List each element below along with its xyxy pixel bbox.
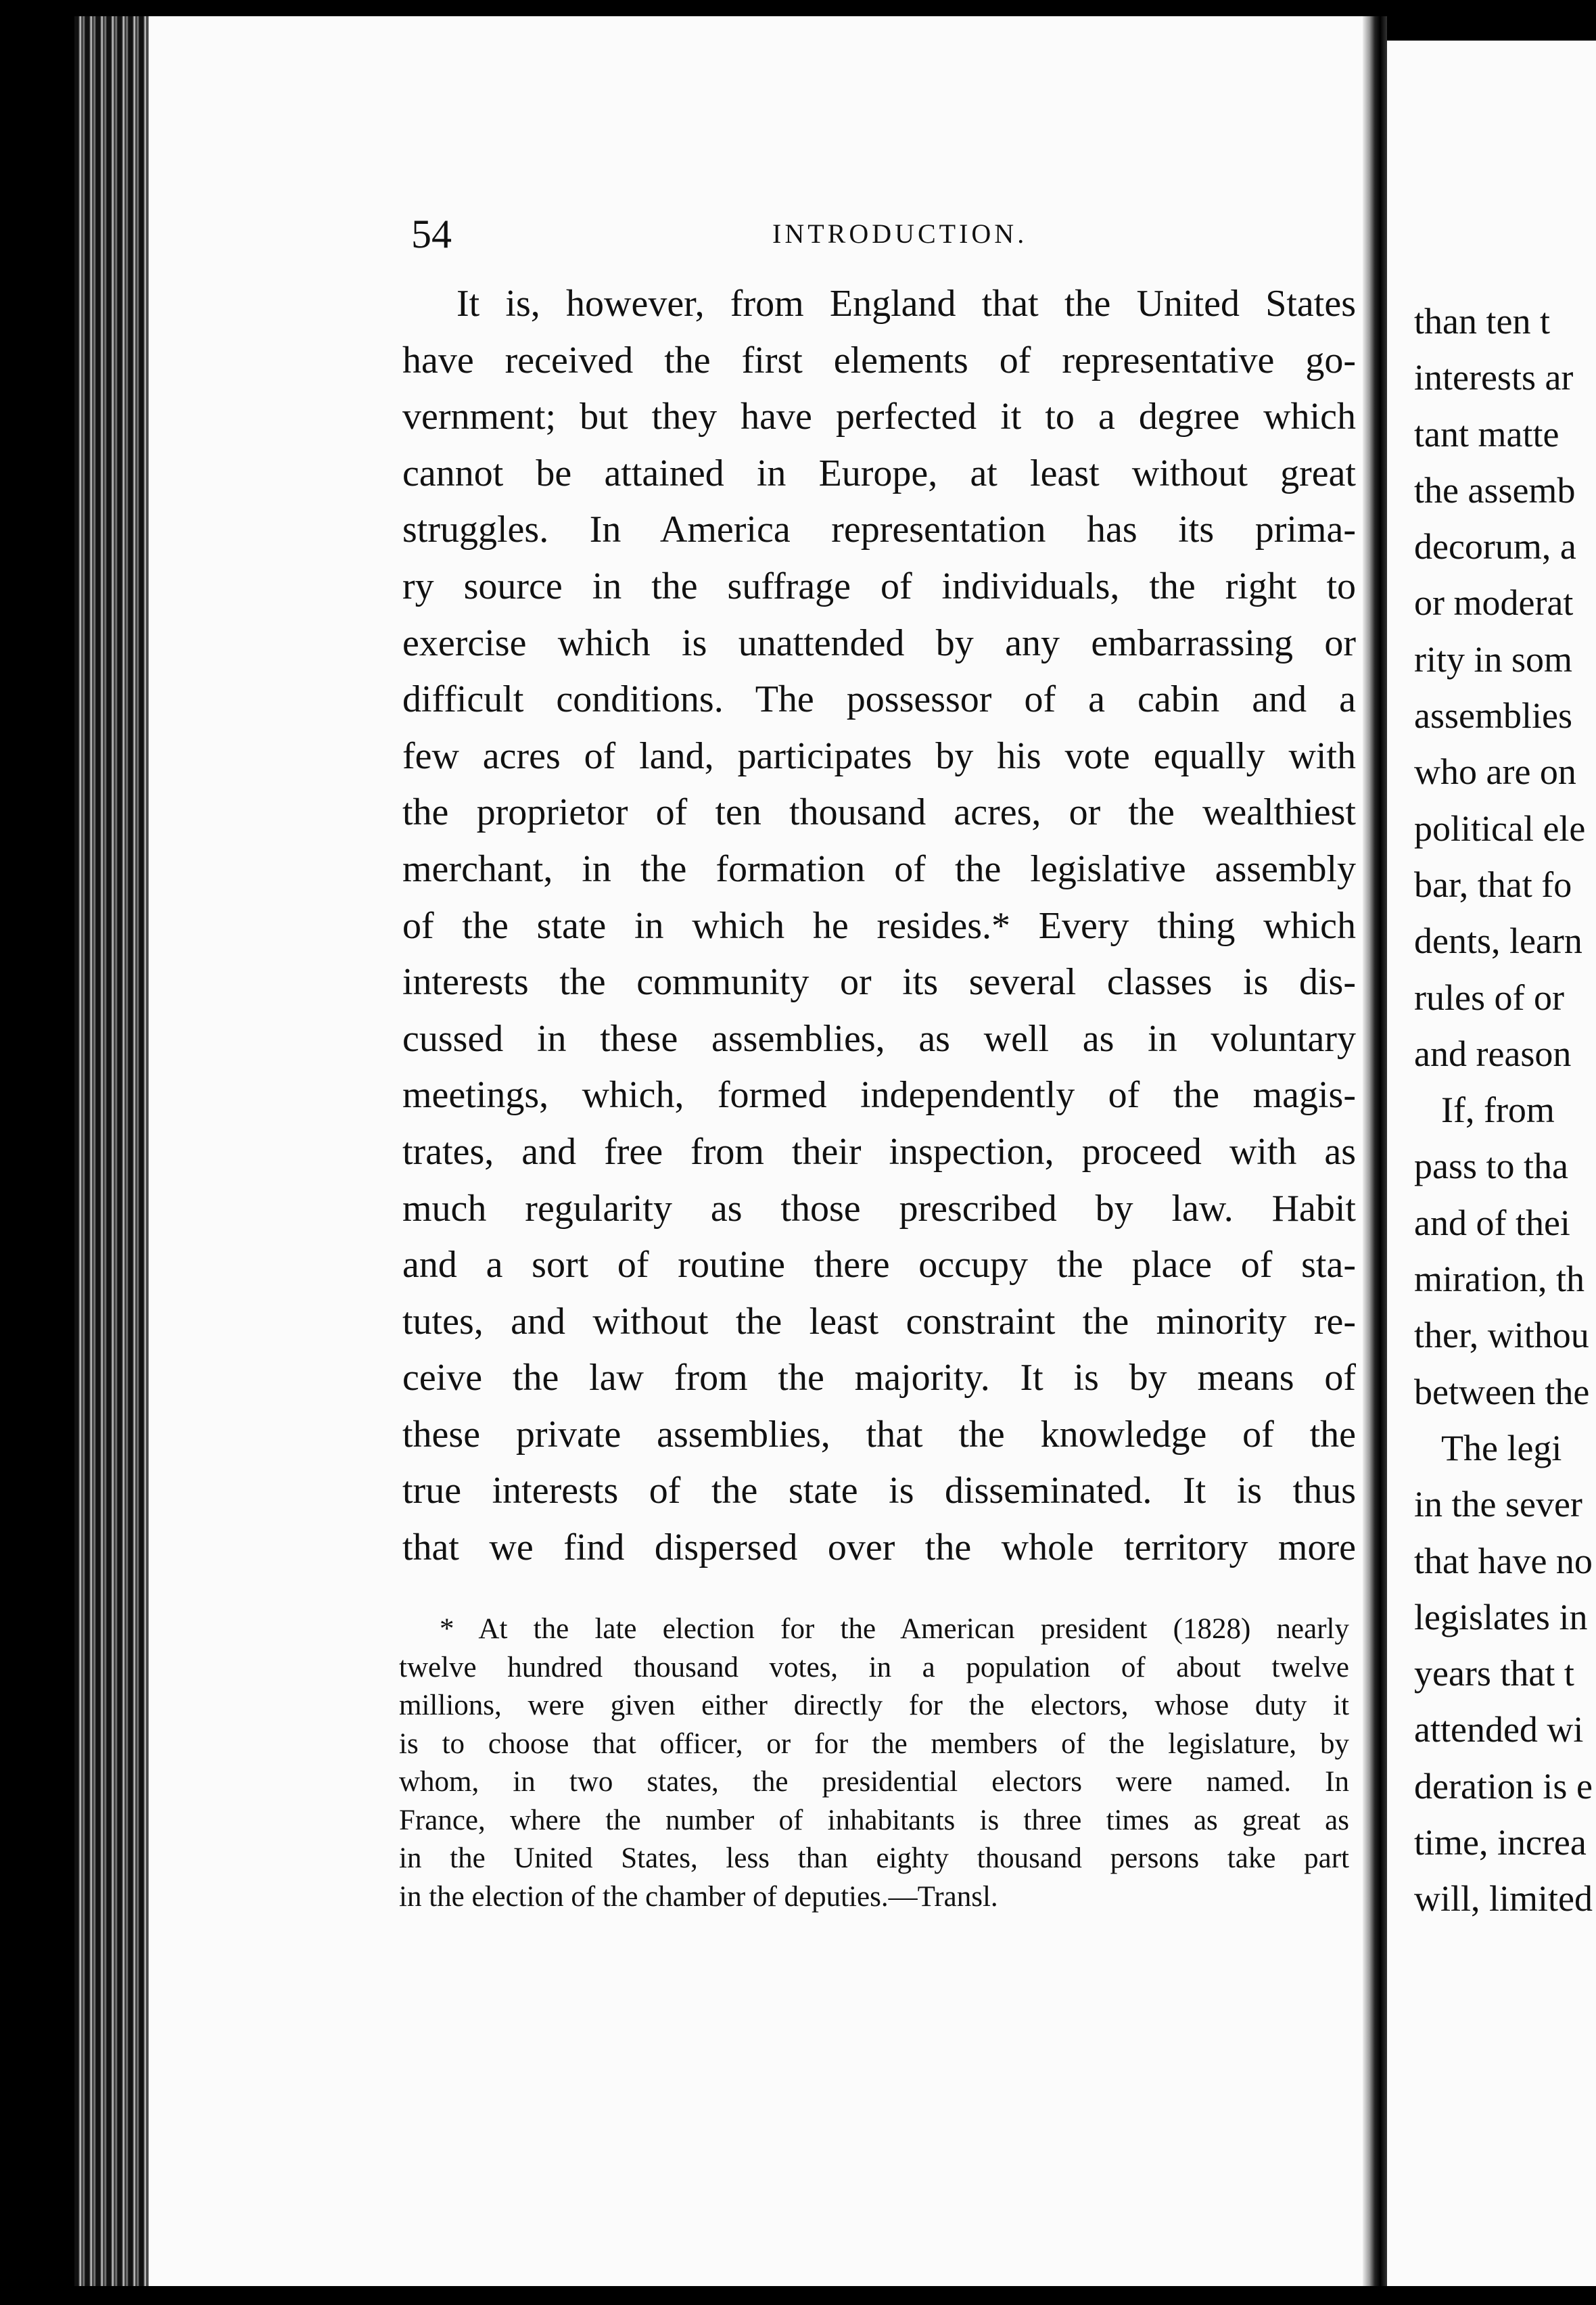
body-line: ceive the law from the majority. It is by means of xyxy=(402,1357,1356,1399)
body-line: cussed in these assemblies, as well as in voluntary xyxy=(402,1017,1356,1060)
right-page-line: political ele xyxy=(1414,808,1586,849)
body-line: meetings, which, formed independently of the magis- xyxy=(402,1074,1356,1117)
right-page-line: the assemb xyxy=(1414,469,1576,511)
body-line: and a sort of routine there occupy the place of sta- xyxy=(402,1244,1356,1286)
right-page-line: time, increa xyxy=(1414,1822,1587,1863)
right-page-line: between the xyxy=(1414,1371,1590,1412)
right-page-line: rules of or xyxy=(1414,977,1564,1018)
footnote-line: whom, in two states, the presidential electors were named. In xyxy=(399,1766,1349,1798)
body-line: exercise which is unattended by any embarrassing or xyxy=(402,622,1356,664)
right-page-line: who are on xyxy=(1414,751,1576,793)
footnote xyxy=(399,1610,1349,1916)
book-spine xyxy=(1363,16,1387,2286)
right-page-line: decorum, a xyxy=(1414,526,1576,567)
body-line: these private assemblies, that the knowledge of the xyxy=(402,1413,1356,1456)
body-line: It is, however, from England that the United States xyxy=(456,283,1356,325)
right-page-line: assemblies xyxy=(1414,695,1572,737)
body-line: tutes, and without the least constraint the minority re- xyxy=(402,1300,1356,1343)
right-page-line: years that t xyxy=(1414,1653,1574,1694)
body-line: cannot be attained in Europe, at least without great xyxy=(402,452,1356,494)
page-edge-stripes xyxy=(74,16,149,2286)
right-page-line: The legi xyxy=(1441,1427,1562,1468)
right-page-line: deration is e xyxy=(1414,1765,1593,1807)
footnote-line: France, where the number of inhabitants is three times as great as xyxy=(399,1804,1349,1836)
right-page-line: or moderat xyxy=(1414,582,1574,624)
body-line: of the state in which he resides.* Every thing which xyxy=(402,904,1356,947)
body-line: true interests of the state is disseminated. It is thus xyxy=(402,1470,1356,1512)
body-line: trates, and free from their inspection, proceed with as xyxy=(402,1130,1356,1173)
right-page-line: rity in som xyxy=(1414,638,1573,680)
right-page-line: interests ar xyxy=(1414,357,1574,398)
right-page-line: in the sever xyxy=(1414,1484,1582,1525)
body-line: difficult conditions. The possessor of a cabin and a xyxy=(402,678,1356,721)
right-page-line: If, from xyxy=(1441,1090,1555,1131)
body-text xyxy=(402,276,1356,1577)
body-line: vernment; but they have perfected it to a degree which xyxy=(402,396,1356,438)
body-line: much regularity as those prescribed by law. Habit xyxy=(402,1187,1356,1230)
right-page-line: tant matte xyxy=(1414,413,1559,455)
right-page-line: legislates in xyxy=(1414,1596,1588,1637)
body-line: merchant, in the formation of the legislative assembly xyxy=(402,847,1356,890)
footnote-line: * At the late election for the American president (1828) nearly xyxy=(440,1613,1349,1645)
right-page-line: and reason xyxy=(1414,1033,1572,1074)
scan-border xyxy=(0,2286,1596,2305)
running-head: INTRODUCTION. xyxy=(772,218,1028,249)
body-line: few acres of land, participates by his vote equally with xyxy=(402,735,1356,777)
right-page-line: attended wi xyxy=(1414,1709,1584,1750)
body-line: the proprietor of ten thousand acres, or the wealthiest xyxy=(402,791,1356,834)
body-line: have received the first elements of representative go- xyxy=(402,339,1356,381)
footnote-line: millions, were given either directly for the electors, whose duty it xyxy=(399,1690,1349,1721)
right-page-line: that have no xyxy=(1414,1540,1593,1581)
right-page-text xyxy=(1414,294,1596,1928)
right-page-line: dents, learn xyxy=(1414,921,1582,962)
body-line: interests the community or its several classes is dis- xyxy=(402,961,1356,1004)
right-page-line: bar, that fo xyxy=(1414,864,1572,905)
right-page-line: ther, withou xyxy=(1414,1315,1589,1356)
right-page-line: miration, th xyxy=(1414,1259,1585,1300)
footnote-line: twelve hundred thousand votes, in a population of about twelve xyxy=(399,1651,1349,1683)
footnote-line: is to choose that officer, or for the members of the legislature, by xyxy=(399,1727,1349,1760)
right-page-line: pass to tha xyxy=(1414,1146,1568,1187)
page-number: 54 xyxy=(411,212,452,256)
body-line: struggles. In America representation has its prima- xyxy=(402,509,1356,551)
footnote-line: in the United States, less than eighty thousand persons take part xyxy=(399,1842,1349,1874)
body-line: that we find dispersed over the whole territory more xyxy=(402,1527,1356,1569)
body-line: ry source in the suffrage of individuals, the right to xyxy=(402,565,1356,607)
right-page-line: than ten t xyxy=(1414,301,1550,342)
right-page-line: and of thei xyxy=(1414,1202,1570,1243)
right-page-line: will, limited xyxy=(1414,1878,1593,1919)
footnote-line: in the election of the chamber of deputies.—Transl. xyxy=(399,1880,998,1913)
